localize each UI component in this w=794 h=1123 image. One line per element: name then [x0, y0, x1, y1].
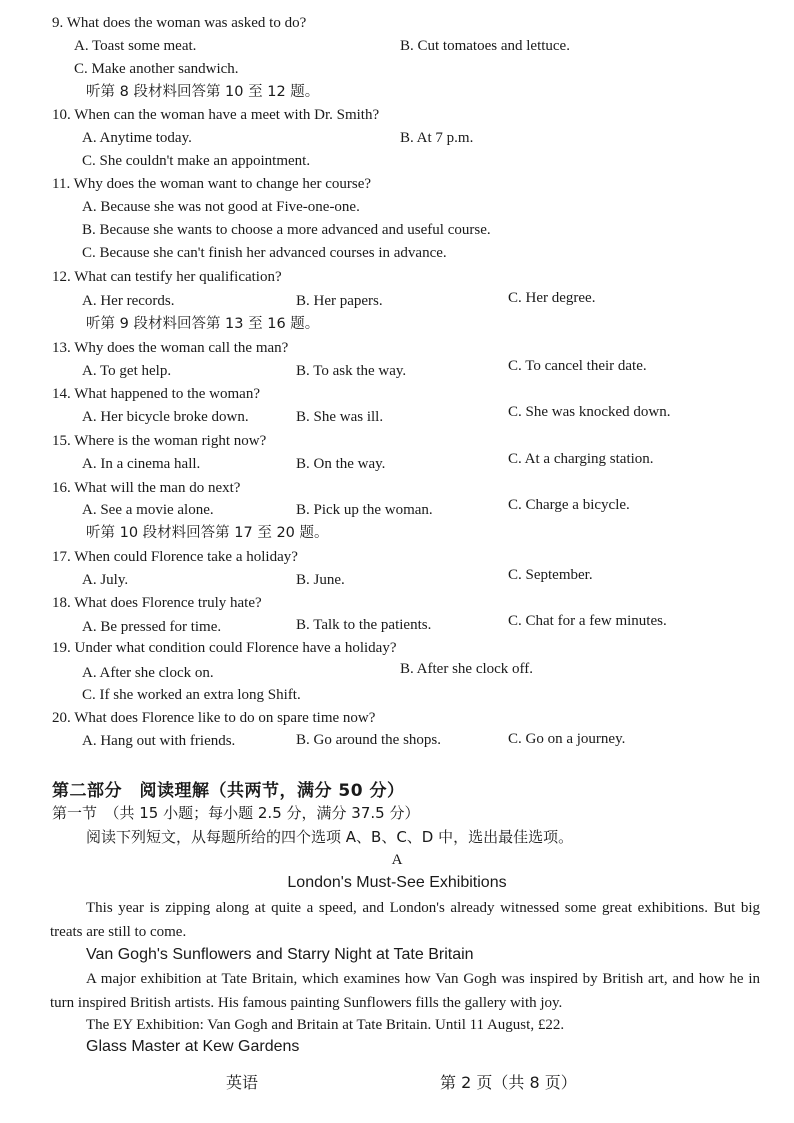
- exhibition-details: The EY Exhibition: Van Gogh and Britain at Tate Britain. Until 11 August, £22.: [86, 1017, 565, 1033]
- passage-letter: A: [391, 852, 403, 868]
- question-11: 11. Why does the woman want to change her course?: [52, 176, 372, 192]
- option-16b: B. Pick up the woman.: [296, 502, 433, 518]
- option-18b: B. Talk to the patients.: [296, 617, 432, 633]
- option-15b: B. On the way.: [296, 456, 386, 472]
- question-10: 10. When can the woman have a meet with Dr. Smith?: [52, 107, 380, 123]
- option-12b: B. Her papers.: [296, 293, 383, 309]
- listening-instruction-10: 听第 10 段材料回答第 17 至 20 题。: [86, 525, 329, 541]
- option-20a: A. Hang out with friends.: [82, 733, 236, 749]
- passage-title: London's Must-See Exhibitions: [287, 874, 507, 891]
- option-20c: C. Go on a journey.: [508, 731, 626, 747]
- option-16a: A. See a movie alone.: [82, 502, 214, 518]
- heading-van-gogh: Van Gogh's Sunflowers and Starry Night at Tate Britain: [86, 946, 474, 963]
- option-11b: B. Because she wants to choose a more advanced and useful course.: [82, 222, 491, 238]
- question-9: 9. What does the woman was asked to do?: [52, 15, 307, 31]
- option-14a: A. Her bicycle broke down.: [82, 409, 249, 425]
- option-12a: A. Her records.: [82, 293, 175, 309]
- question-12: 12. What can testify her qualification?: [52, 269, 282, 285]
- option-20b: B. Go around the shops.: [296, 732, 441, 748]
- part-two-title: 第二部分 阅读理解（共两节，满分 50 分）: [52, 781, 405, 801]
- option-10c: C. She couldn't make an appointment.: [82, 153, 311, 169]
- footer-subject: 英语: [226, 1073, 259, 1092]
- question-15: 15. Where is the woman right now?: [52, 433, 267, 449]
- option-12c: C. Her degree.: [508, 290, 596, 306]
- option-15c: C. At a charging station.: [508, 451, 654, 467]
- listening-instruction-8: 听第 8 段材料回答第 10 至 12 题。: [86, 84, 320, 100]
- question-14: 14. What happened to the woman?: [52, 386, 260, 402]
- question-16: 16. What will the man do next?: [52, 480, 241, 496]
- option-11c: C. Because she can't finish her advanced courses in advance.: [82, 245, 447, 261]
- option-10b: B. At 7 p.m.: [400, 130, 474, 146]
- option-10a: A. Anytime today.: [82, 130, 192, 146]
- question-13: 13. Why does the woman call the man?: [52, 340, 289, 356]
- question-17: 17. When could Florence take a holiday?: [52, 549, 298, 565]
- heading-glass-master: Glass Master at Kew Gardens: [86, 1038, 300, 1055]
- option-13c: C. To cancel their date.: [508, 358, 647, 374]
- question-18: 18. What does Florence truly hate?: [52, 595, 262, 611]
- passage-intro: This year is zipping along at quite a speed, and London's already witnessed some great exhibitions. But big treats are still to come.: [50, 900, 760, 940]
- option-11a: A. Because she was not good at Five-one-one.: [82, 199, 360, 215]
- option-9c: C. Make another sandwich.: [74, 61, 239, 77]
- option-18a: A. Be pressed for time.: [82, 619, 222, 635]
- section-one-title: 第一节 （共 15 小题；每小题 2.5 分，满分 37.5 分）: [52, 804, 420, 822]
- option-14c: C. She was knocked down.: [508, 404, 671, 420]
- question-19: 19. Under what condition could Florence have a holiday?: [52, 640, 397, 656]
- option-17c: C. September.: [508, 567, 593, 583]
- option-14b: B. She was ill.: [296, 409, 384, 425]
- question-20: 20. What does Florence like to do on spare time now?: [52, 710, 376, 726]
- option-13a: A. To get help.: [82, 363, 172, 379]
- option-18c: C. Chat for a few minutes.: [508, 613, 667, 629]
- option-17b: B. June.: [296, 572, 345, 588]
- option-15a: A. In a cinema hall.: [82, 456, 201, 472]
- listening-instruction-9: 听第 9 段材料回答第 13 至 16 题。: [86, 316, 320, 332]
- option-19b: B. After she clock off.: [400, 661, 534, 677]
- option-9a: A. Toast some meat.: [74, 38, 197, 54]
- paragraph-van-gogh: A major exhibition at Tate Britain, which examines how Van Gogh was inspired by British art, and how he in turn inspired British artists. His famous painting Sunflowers fills the gallery with joy.: [50, 971, 760, 1011]
- option-13b: B. To ask the way.: [296, 363, 407, 379]
- footer-page-number: 第 2 页（共 8 页）: [440, 1073, 577, 1092]
- reading-directions: 阅读下列短文，从每题所给的四个选项 A、B、C、D 中，选出最佳选项。: [86, 828, 574, 846]
- option-9b: B. Cut tomatoes and lettuce.: [400, 38, 570, 54]
- option-16c: C. Charge a bicycle.: [508, 497, 630, 513]
- option-19c: C. If she worked an extra long Shift.: [82, 687, 301, 703]
- option-19a: A. After she clock on.: [82, 665, 214, 681]
- option-17a: A. July.: [82, 572, 129, 588]
